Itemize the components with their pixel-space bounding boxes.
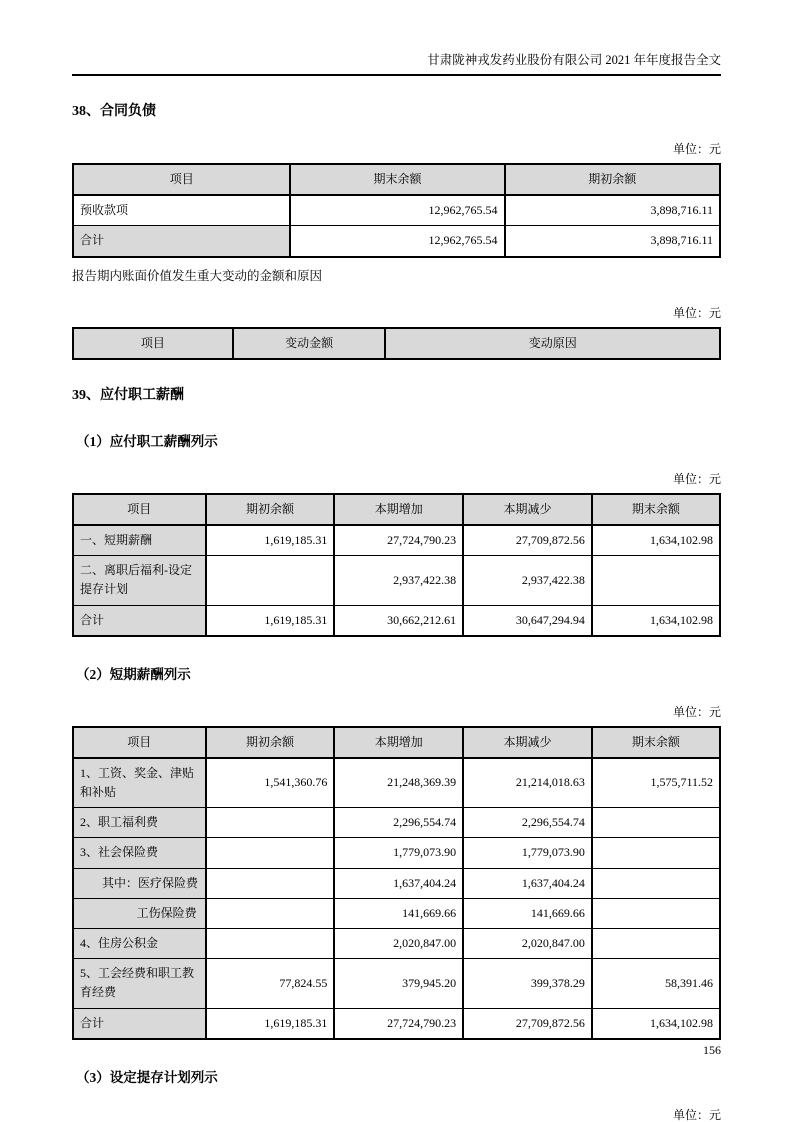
row-label: 1、工资、奖金、津贴和补贴: [73, 758, 206, 808]
cell-value: 141,669.66: [463, 898, 592, 928]
row-label: 5、工会经费和职工教育经费: [73, 959, 206, 1008]
unit-label: 单位：元: [672, 305, 721, 320]
cell-value: 1,637,404.24: [334, 868, 463, 898]
cell-value: 2,937,422.38: [463, 556, 592, 605]
table-row: [73, 838, 720, 868]
unit-label: 单位：元: [672, 471, 721, 486]
row-label: 预收款项: [73, 195, 290, 226]
sub-heading-short-term: （2）短期薪酬列示: [76, 666, 191, 682]
column-header: 项目: [73, 727, 206, 758]
cell-value: 21,214,018.63: [463, 758, 592, 808]
cell-value: 1,619,185.31: [206, 1008, 335, 1039]
header-row: [73, 164, 720, 195]
table-row: [73, 195, 720, 226]
change-note-text: 报告期内账面价值发生重大变动的金额和原因: [72, 268, 323, 283]
page-header-title: 甘肃陇神戎发药业股份有限公司 2021 年年度报告全文: [72, 50, 721, 76]
short-term-comp-table: [72, 726, 721, 1040]
cell-value: [592, 868, 720, 898]
cell-value: 1,779,073.90: [463, 838, 592, 868]
table-row: [73, 868, 720, 898]
cell-value: 2,296,554.74: [463, 808, 592, 838]
row-label: 合计: [73, 605, 206, 636]
cell-value: 1,634,102.98: [592, 1008, 720, 1039]
cell-value: [592, 898, 720, 928]
cell-value: 1,634,102.98: [592, 605, 720, 636]
cell-value: [592, 808, 720, 838]
table-row: [73, 525, 720, 556]
column-header: 本期减少: [463, 494, 592, 525]
cell-value: 1,779,073.90: [334, 838, 463, 868]
section-38-heading: 38、合同负债: [72, 104, 156, 119]
table-row: [73, 605, 720, 636]
cell-value: 58,391.46: [592, 959, 720, 1008]
cell-value: 399,378.29: [463, 959, 592, 1008]
contract-liabilities-table: [72, 163, 721, 258]
cell-value: 141,669.66: [334, 898, 463, 928]
cell-value: 2,296,554.74: [334, 808, 463, 838]
row-label: 其中：医疗保险费: [73, 868, 206, 898]
row-label: 4、住房公积金: [73, 929, 206, 959]
unit-label: 单位：元: [672, 1107, 721, 1122]
row-label: 3、社会保险费: [73, 838, 206, 868]
column-header: 项目: [73, 164, 290, 195]
row-label: 合计: [73, 1008, 206, 1039]
row-label: 2、职工福利费: [73, 808, 206, 838]
cell-value: 1,619,185.31: [206, 525, 335, 556]
cell-value: 1,619,185.31: [206, 605, 335, 636]
column-header: 期末余额: [592, 494, 720, 525]
cell-value: [206, 838, 335, 868]
table-row: [73, 758, 720, 808]
cell-value: [206, 868, 335, 898]
cell-value: 2,020,847.00: [334, 929, 463, 959]
table-row: [73, 1008, 720, 1039]
cell-value: 12,962,765.54: [290, 226, 504, 257]
column-header: 期初余额: [505, 164, 720, 195]
row-label: 一、短期薪酬: [73, 525, 206, 556]
cell-value: [592, 838, 720, 868]
column-header: 期末余额: [290, 164, 504, 195]
cell-value: 3,898,716.11: [505, 226, 720, 257]
cell-value: 1,637,404.24: [463, 868, 592, 898]
cell-value: [206, 808, 335, 838]
row-label: 工伤保险费: [73, 898, 206, 928]
cell-value: 30,662,212.61: [334, 605, 463, 636]
table-row: [73, 556, 720, 605]
column-header: 项目: [73, 494, 206, 525]
table-row: [73, 808, 720, 838]
column-header: 本期增加: [334, 494, 463, 525]
cell-value: [592, 556, 720, 605]
cell-value: 12,962,765.54: [290, 195, 504, 226]
cell-value: 30,647,294.94: [463, 605, 592, 636]
column-header: 期初余额: [206, 494, 335, 525]
column-header: 期初余额: [206, 727, 335, 758]
cell-value: 379,945.20: [334, 959, 463, 1008]
header-row: [73, 494, 720, 525]
cell-value: [206, 898, 335, 928]
cell-value: [206, 556, 335, 605]
cell-value: 1,634,102.98: [592, 525, 720, 556]
header-row: [73, 727, 720, 758]
row-label: 合计: [73, 226, 290, 257]
unit-label: 单位：元: [672, 704, 721, 719]
cell-value: [206, 929, 335, 959]
column-header: 变动原因: [385, 328, 720, 359]
table-row: [73, 929, 720, 959]
page-number: 156: [703, 1043, 721, 1057]
column-header: 本期减少: [463, 727, 592, 758]
change-reason-table: [72, 327, 721, 360]
row-label: 二、离职后福利-设定提存计划: [73, 556, 206, 605]
cell-value: 1,541,360.76: [206, 758, 335, 808]
unit-label: 单位：元: [672, 142, 721, 156]
cell-value: 1,575,711.52: [592, 758, 720, 808]
cell-value: 21,248,369.39: [334, 758, 463, 808]
cell-value: 27,709,872.56: [463, 1008, 592, 1039]
payroll-summary-table: [72, 493, 721, 637]
section-39-heading: 39、应付职工薪酬: [72, 387, 184, 403]
cell-value: 3,898,716.11: [505, 195, 720, 226]
table-row: [73, 959, 720, 1008]
cell-value: 77,824.55: [206, 959, 335, 1008]
sub-heading-defined-contribution: （3）设定提存计划列示: [76, 1069, 218, 1085]
column-header: 期末余额: [592, 727, 720, 758]
cell-value: 2,020,847.00: [463, 929, 592, 959]
cell-value: 27,709,872.56: [463, 525, 592, 556]
sub-heading-payroll-list: （1）应付职工薪酬列示: [76, 433, 218, 449]
column-header: 本期增加: [334, 727, 463, 758]
header-row: [73, 328, 720, 359]
column-header: 项目: [73, 328, 233, 359]
column-header: 变动金额: [233, 328, 386, 359]
cell-value: 27,724,790.23: [334, 525, 463, 556]
cell-value: 2,937,422.38: [334, 556, 463, 605]
cell-value: [592, 929, 720, 959]
table-row: [73, 226, 720, 257]
table-row: [73, 898, 720, 928]
cell-value: 27,724,790.23: [334, 1008, 463, 1039]
